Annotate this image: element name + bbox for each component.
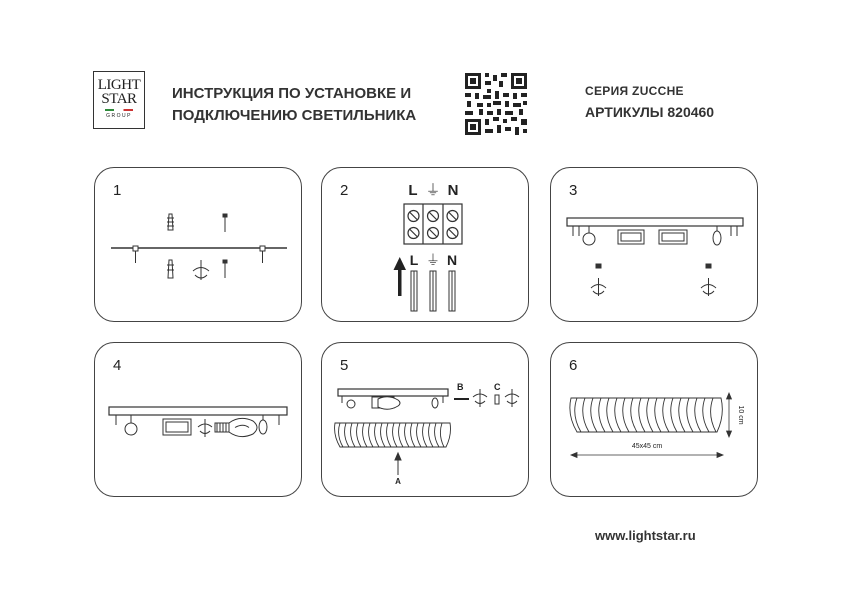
base-plate	[567, 218, 743, 226]
wall-plug-icon-2	[167, 260, 174, 278]
height-dimension	[727, 393, 732, 437]
base-components	[573, 226, 737, 245]
base-plate	[109, 407, 287, 415]
brand-logo	[93, 71, 145, 129]
italian-flag-icon	[105, 109, 133, 111]
step-number: 3	[569, 182, 578, 199]
terminal-top-earth: ⏚	[425, 181, 441, 199]
mount-screw-right	[260, 246, 265, 263]
fixing-nut-left	[596, 264, 601, 268]
screw-icon-2	[223, 260, 227, 278]
brand-line1: LIGHT	[97, 77, 141, 93]
rotate-arrow-icon-b	[473, 389, 487, 407]
width-dimension	[571, 453, 723, 458]
terminal-top-n: N	[447, 182, 459, 199]
step-number: 6	[569, 357, 578, 374]
fixing-nut-right	[706, 264, 711, 268]
step-number: 5	[340, 357, 349, 374]
light-bulb-icon	[215, 418, 257, 436]
step-number: 2	[340, 182, 349, 199]
rotate-arrow-icon	[198, 419, 212, 437]
document-title	[172, 83, 416, 127]
terminal-block	[404, 204, 462, 244]
step-3-panel	[550, 167, 758, 322]
website-link[interactable]: www.lightstar.ru	[595, 528, 696, 543]
rotate-arrow-icon-left	[591, 278, 606, 296]
label-c: C	[494, 382, 501, 392]
step-5-illustration	[322, 343, 530, 498]
terminal-bottom-n: N	[446, 252, 458, 268]
articles-label: АРТИКУЛЫ 820460	[585, 104, 715, 120]
step-4-illustration	[95, 343, 303, 498]
rotate-arrow-icon	[193, 260, 209, 280]
height-label: 10 cm	[737, 405, 744, 425]
wires	[411, 271, 455, 311]
title-line1: ИНСТРУКЦИЯ ПО УСТАНОВКЕ И	[172, 85, 412, 102]
title-line2: ПОДКЛЮЧЕНИЮ СВЕТИЛЬНИКА	[172, 107, 417, 124]
step-6-panel	[550, 342, 758, 497]
label-b: B	[457, 382, 464, 392]
screw-icon	[223, 214, 227, 232]
terminal-bottom-earth: ⏚	[426, 253, 440, 269]
step-6-illustration	[551, 343, 759, 498]
mount-screw-left	[133, 246, 138, 263]
insert-arrow-icon	[394, 257, 407, 296]
brand-line2: STAR	[101, 91, 137, 107]
step-2-panel	[321, 167, 529, 322]
step-1-illustration	[95, 168, 303, 323]
label-a: A	[395, 477, 401, 486]
terminal-bottom-l: L	[409, 252, 419, 268]
wall-plug-icon	[167, 214, 174, 230]
qr-code-icon	[463, 71, 529, 137]
shade-assembled	[570, 398, 722, 432]
step-number: 4	[113, 357, 122, 374]
step-2-illustration	[322, 168, 530, 323]
brand-line3: GROUP	[106, 113, 132, 119]
step-3-illustration	[551, 168, 759, 323]
base-plate	[338, 389, 448, 396]
step-number: 1	[113, 182, 122, 199]
step-1-panel	[94, 167, 302, 322]
series-label: СЕРИЯ ZUCCHE	[585, 84, 684, 98]
shade-diffuser	[335, 423, 451, 447]
up-arrow-icon	[395, 453, 401, 475]
width-label: 45x45 cm	[631, 443, 663, 450]
rotate-arrow-icon-c	[505, 389, 519, 407]
terminal-top-l: L	[408, 182, 418, 199]
step-4-panel	[94, 342, 302, 497]
step-5-panel	[321, 342, 529, 497]
rotate-arrow-icon-right	[701, 278, 716, 296]
decorative-cap-c	[495, 395, 499, 404]
